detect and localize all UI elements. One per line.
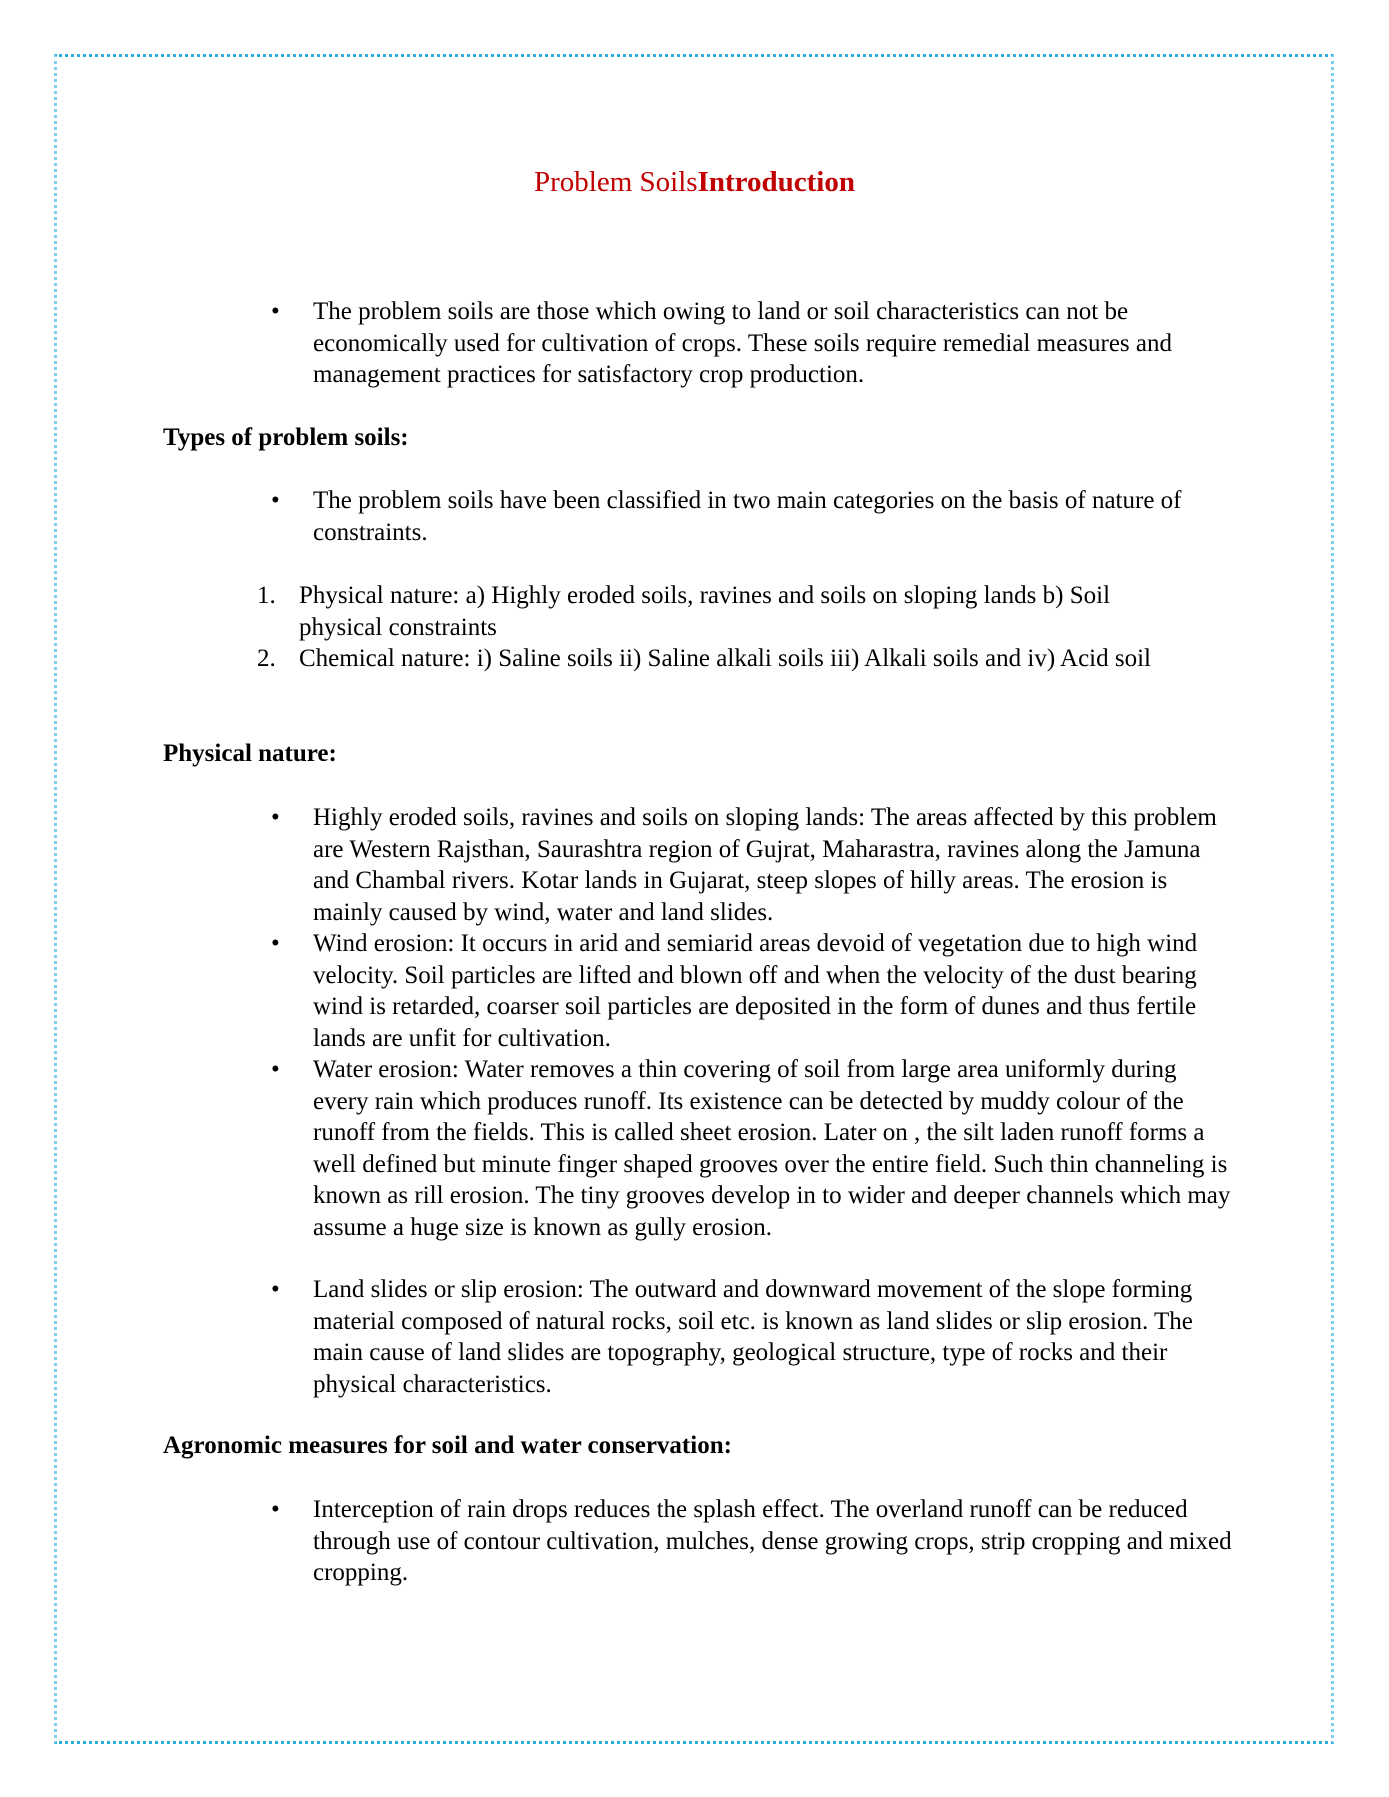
physical-bullet-text: Highly eroded soils, ravines and soils on sloping lands: The areas affected by this problem are Western Rajsthan, Saurashtra region of Gujrat, Maharastra, ravines along the Jamuna and Chambal rivers. Kotar lands in Gujarat, steep slopes of hilly areas. The erosion is mainly caused by wind, water and land slides. xyxy=(313,804,1217,926)
bullet-mark: • xyxy=(271,804,280,831)
types-heading: Types of problem soils: xyxy=(163,424,409,451)
number-mark: 1. xyxy=(257,582,276,609)
agronomic-bullet-item xyxy=(271,1494,1233,1589)
bullet-mark: • xyxy=(271,1276,280,1303)
types-bullet-item xyxy=(271,485,1233,548)
physical-bullet-item-3 xyxy=(271,1054,1233,1243)
bullet-mark: • xyxy=(271,930,280,957)
bullet-mark: • xyxy=(271,1496,280,1523)
physical-bullet-item-4 xyxy=(271,1274,1233,1400)
types-numbered-item-2 xyxy=(257,643,1199,675)
physical-bullet-text: Wind erosion: It occurs in arid and semiarid areas devoid of vegetation due to high wind velocity. Soil particles are lifted and blown off and when the velocity of the dust bearing wind is retarded, coarser soil particles are deposited in the form of dunes and thus fertile lands are unfit for cultivation. xyxy=(313,930,1198,1052)
types-bullet-text: The problem soils have been classified in two main categories on the basis of nature of constraints. xyxy=(313,487,1182,546)
numbered-item-text: Physical nature: a) Highly eroded soils, ravines and soils on sloping lands b) Soil physical constraints xyxy=(299,582,1111,641)
bullet-mark: • xyxy=(271,1056,280,1083)
physical-bullet-text: Water erosion: Water removes a thin covering of soil from large area uniformly during every rain which produces runoff. Its existence can be detected by muddy colour of the runoff from the fields. This is called sheet erosion. Later on , the silt laden runoff forms a well defined but minute finger shaped grooves over the entire field. Such thin channeling is known as rill erosion. The tiny grooves develop in to wider and deeper channels which may assume a huge size is known as gully erosion. xyxy=(313,1056,1231,1241)
intro-bullet-item xyxy=(271,296,1233,391)
numbered-item-text: Chemical nature: i) Saline soils ii) Saline alkali soils iii) Alkali soils and iv) Acid soil xyxy=(299,645,1151,672)
bullet-mark: • xyxy=(271,298,280,325)
number-mark: 2. xyxy=(257,645,276,672)
physical-bullet-item-2 xyxy=(271,928,1233,1054)
types-numbered-item-1 xyxy=(257,580,1199,643)
physical-heading: Physical nature: xyxy=(163,740,337,767)
physical-bullet-text: Land slides or slip erosion: The outward and downward movement of the slope forming material composed of natural rocks, soil etc. is known as land slides or slip erosion. The main cause of land slides are topography, geological structure, type of rocks and their physical characteristics. xyxy=(313,1276,1193,1398)
page-title xyxy=(0,163,1389,201)
intro-bullet-text: The problem soils are those which owing to land or soil characteristics can not be economically used for cultivation of crops. These soils require remedial measures and management practices for satisfactory crop production. xyxy=(313,298,1172,388)
title-part-2: Introduction xyxy=(697,166,855,198)
title-part-1: Problem Soils xyxy=(534,166,698,198)
agronomic-heading: Agronomic measures for soil and water conservation: xyxy=(163,1432,732,1459)
agronomic-bullet-text: Interception of rain drops reduces the splash effect. The overland runoff can be reduced through use of contour cultivation, mulches, dense growing crops, strip cropping and mixed cropping. xyxy=(313,1496,1232,1586)
bullet-mark: • xyxy=(271,487,280,514)
physical-bullet-item-1 xyxy=(271,802,1233,928)
